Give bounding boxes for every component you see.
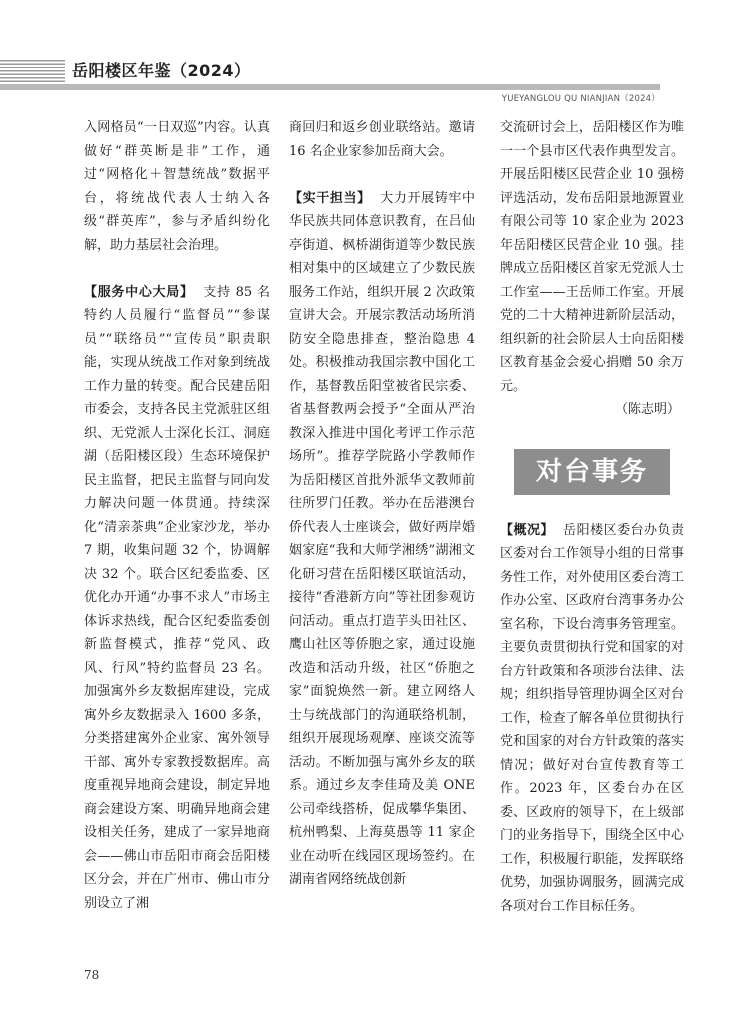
paragraph: 商回归和返乡创业联络站。邀请 16 名企业家参加岳商大会。 [289, 120, 475, 159]
paragraph: 入网格员“一日双巡”内容。认真做好“群英断是非”工作，通过“网格化＋智慧统战”数据平台，将统战代表人士纳入各级“群英库”，参与矛盾纠纷化解，助力基层社会治理。 [84, 120, 270, 253]
section-tag: 【服务中心大局】 [84, 284, 194, 300]
header-rule-bar [0, 84, 660, 90]
paragraph [84, 281, 270, 916]
section-tag: 【实干担当】 [289, 190, 371, 206]
paragraph-body: 岳阳楼区委台办负责区委对台工作领导小组的日常事务性工作，对外使用区委台湾工作办公室、区政府台湾事务办公室名称，下设台湾事务管理室。主要负责贯彻执行党和国家的对台方针政策和各项涉台法律、法规；组织指导管理协调全区对台工作，检查了解各单位贯彻执行党和国家的对台方针政策的落实情况；做好对台宣传教育等工作。2023 年，区委台办在区委、区政府的领导下，在上级部门的业务指导下，围绕全区中心工作，积极履行职能，发挥联络优势，加强协调服务，圆满完成各项对台工作目标任务。 [500, 522, 684, 914]
section-heading: 对台事务 [514, 449, 670, 495]
paragraph: 交流研讨会上，岳阳楼区作为唯一一个县市区代表作典型发言。开展岳阳楼区民营企业 10 强榜评选活动，发布岳阳景地源置业有限公司等 10 家企业为 2023 年岳阳楼区民营企业 10 强。挂牌成立岳阳楼区首家无党派人士工作室——王岳师工作室。开展党的二十大精神进新阶层活动，组织新的社会阶层人士向岳阳楼区教育基金会爱心捐赠 50 余万元。 [500, 120, 684, 394]
paragraph-body: 大力开展铸牢中华民族共同体意识教育，在吕仙亭街道、枫桥湖街道等少数民族相对集中的区域建立了少数民族服务工作站，组织开展 2 次政策宣讲大会。开展宗教活动场所消防安全隐患排查，整治隐患 4 处。积极推动我国宗教中国化工作，基督教岳阳堂被省民宗委、省基督教两会授予“全面从严治教深入推进中国化考评工作示范场所”。推荐学院路小学教师作为岳阳楼区首批外派华文教师前往所罗门任教。举办在岳港澳台侨代表人士座谈会，做好两岸婚姻家庭“我和大师学湘绣”湖湘文化研习营在岳阳楼区联谊活动，接待“香港新方向”等社团参观访问活动。重点打造芋头田社区、鹰山社区等侨胞之家，通过设施改造和活动升级，社区“侨胞之家”面貌焕然一新。建立网络人士与统战部门的沟通联络机制，组织开展现场观摩、座谈交流等活动。不断加强与寓外乡友的联系。通过乡友李佳琦及美 ONE 公司牵线搭桥，促成攀华集团、杭州鸭梨、上海莫愚等 11 家企业在动听在线园区现场签约。在湖南省网络统战创新 [289, 190, 475, 887]
text-column-1 [84, 116, 270, 915]
author-signature: （陈志明） [614, 402, 680, 417]
paragraph [289, 187, 475, 892]
page-number: 78 [84, 968, 100, 982]
header-decoration-lines [0, 60, 65, 84]
paragraph [500, 519, 684, 919]
paragraph-body: 支持 85 名特约人员履行“监督员”“参谋员”“联络员”“宣传员”职责职能，实现从统战工作对象到统战工作力量的转变。配合民建岳阳市委会，支持各民主党派驻区组织、无党派人士深化长江、洞庭湖（岳阳楼区段）生态环境保护民主监督，把民主监督与同向发力解决问题一体贯通。持续深化“清亲茶典”企业家沙龙，举办 7 期，收集问题 32 个，协调解决 32 个。联合区纪委监委、区优化办开通“办事不求人”市场主体诉求热线，配合区纪委监委创新监督模式，推荐“党风、政风、行风”特约监督员 23 名。加强寓外乡友数据库建设，完成寓外乡友数据录入 1600 多条，分类搭建寓外企业家、寓外领导干部、寓外专家教授数据库。高度重视异地商会建设，制定异地商会建设方案、明确异地商会建设相关任务，建成了一家异地商会——佛山市岳阳市商会岳阳楼区分会，并在广州市、佛山市分别设立了湘 [84, 284, 270, 911]
text-column-3 [500, 116, 684, 918]
running-header-title: 岳阳楼区年鉴（2024） [72, 61, 251, 80]
running-header-pinyin: YUEYANGLOU QU NIANJIAN（2024） [501, 94, 660, 104]
section-tag: 【概况】 [500, 522, 554, 538]
text-column-2 [289, 116, 475, 892]
